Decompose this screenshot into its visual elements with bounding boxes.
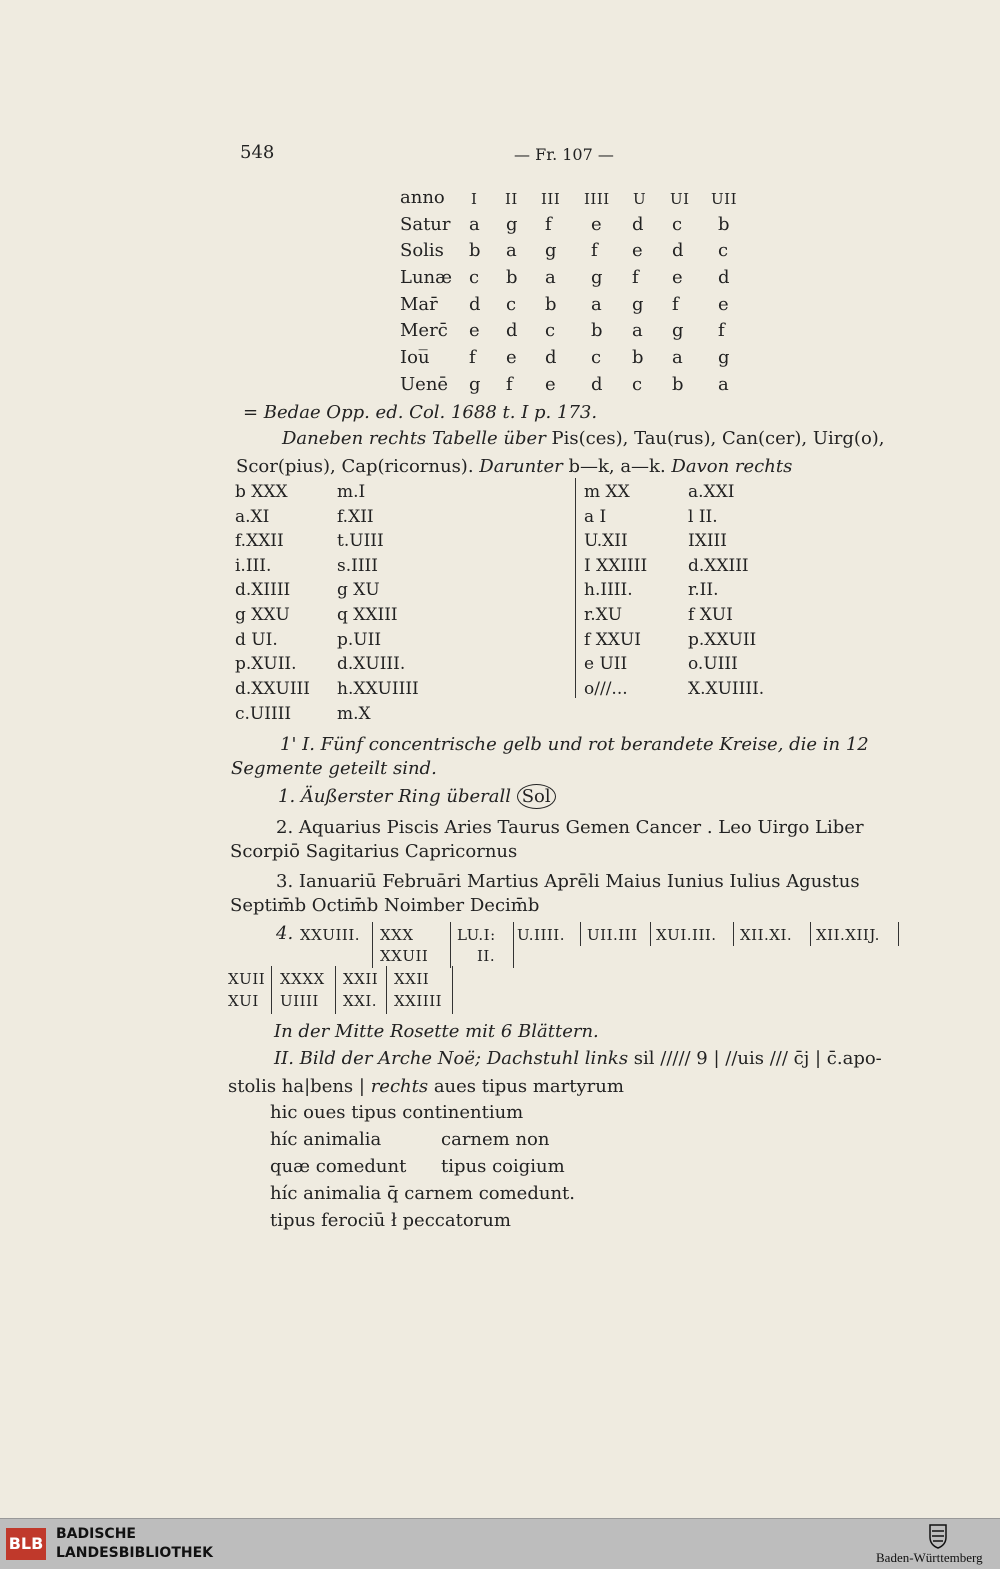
table-cell: e — [506, 347, 517, 368]
blb-logo: BLB — [6, 1528, 46, 1560]
section-2-italic: rechts — [370, 1076, 429, 1097]
table-cell: b — [469, 240, 481, 261]
segment-cell: XII.XI. — [740, 926, 793, 944]
segment-divider — [650, 922, 651, 946]
inscription-line: híc animalia q̄ carnem comedunt. — [270, 1183, 575, 1204]
segment-cell: XXXX — [280, 970, 325, 988]
library-name-line-1: BADISCHE — [56, 1526, 136, 1542]
table-cell: t.UIII — [337, 531, 384, 551]
section-1-line-2: Segmente geteilt sind. — [231, 758, 437, 779]
table-cell: e — [632, 240, 643, 261]
table-cell: e — [591, 214, 602, 235]
sol-circled: Sol — [517, 784, 556, 809]
table-cell: I XXIIII — [584, 556, 648, 576]
segment-divider — [452, 966, 453, 1014]
inscription-line: carnem non — [441, 1129, 550, 1150]
table-cell: f XXUI — [584, 630, 641, 650]
inscription-line: tipus ferociū ł peccatorum — [270, 1210, 511, 1231]
reference-line: = Bedae Opp. ed. Col. 1688 t. I p. 173. — [243, 402, 598, 423]
table-cell: s.IIII — [337, 556, 378, 576]
table-cell: e — [469, 320, 480, 341]
table-cell: f — [506, 374, 513, 395]
table-row-label: Iou̅ — [400, 347, 430, 368]
table-cell: c — [506, 294, 517, 315]
table-cell: b — [506, 267, 518, 288]
table-cell: b — [718, 214, 730, 235]
table-header-label: anno — [400, 187, 445, 208]
table-cell: d UI. — [235, 630, 278, 650]
inscription-line: híc animalia — [270, 1129, 382, 1150]
table-cell: p.UII — [337, 630, 382, 650]
section-1-item-3-line-2: Septim̄b Octim̄b Noimber Decim̄b — [230, 895, 540, 916]
segment-cell: XXX — [380, 926, 414, 944]
description-line-2 — [236, 456, 792, 478]
table-cell: X.XUIIII. — [688, 679, 765, 699]
section-2-text: stolis ha|bens | — [228, 1076, 371, 1097]
table-cell: d.XXUIII — [235, 679, 310, 699]
table-cell: a — [632, 320, 643, 341]
table-cell: b — [545, 294, 557, 315]
table-cell: d.XXIII — [688, 556, 749, 576]
table-cell: a — [718, 374, 729, 395]
section-1-item-2-line-1: 2. Aquarius Piscis Aries Taurus Gemen Cancer . Leo Uirgo Liber — [276, 817, 864, 838]
table-cell: f — [469, 347, 476, 368]
segment-divider — [386, 966, 387, 1014]
table-cell: m.X — [337, 704, 371, 724]
segment-cell: XII.XIIJ. — [816, 926, 880, 944]
table-cell: IXIII — [688, 531, 727, 551]
segment-cell: XXUII — [380, 947, 429, 965]
table-cell: h.XXUIIII — [337, 679, 419, 699]
table-cell: h.IIII. — [584, 580, 633, 600]
table-cell: b — [591, 320, 603, 341]
table-cell: r.XU — [584, 605, 623, 625]
segment-cell: XUI.III. — [656, 926, 717, 944]
segment-cell: UIIII — [280, 992, 319, 1010]
table-header-cell: III — [541, 190, 561, 208]
inscription-line: quæ comedunt — [270, 1156, 407, 1177]
table-cell: o.UIII — [688, 654, 738, 674]
table-row-label: Uenē — [400, 374, 449, 395]
segment-divider — [450, 922, 451, 968]
segment-divider — [335, 966, 336, 1014]
table-cell: f — [545, 214, 552, 235]
table-row-label: Merc̄ — [400, 320, 448, 341]
segment-divider — [580, 922, 581, 946]
table-cell: g — [632, 294, 644, 315]
table-cell: c — [718, 240, 729, 261]
segment-cell: II. — [477, 947, 496, 965]
segment-cell: XXI. — [343, 992, 378, 1010]
table-cell: r.II. — [688, 580, 719, 600]
table-cell: c — [672, 214, 683, 235]
table-header-cell: UI — [670, 190, 690, 208]
table-cell: o///... — [584, 679, 628, 699]
table-cell: b — [672, 374, 684, 395]
table-cell: f — [718, 320, 725, 341]
table-cell: m XX — [584, 482, 630, 502]
table-cell: i.III. — [235, 556, 272, 576]
segment-cell: XXII — [343, 970, 379, 988]
table-cell: g — [672, 320, 684, 341]
section-1-item-2-line-2: Scorpiō Sagitarius Capricornus — [230, 841, 518, 862]
table-cell: q XXIII — [337, 605, 398, 625]
item-4-number: 4. — [276, 923, 294, 944]
table-cell: g XU — [337, 580, 380, 600]
region-name: Baden-Württemberg — [876, 1550, 983, 1565]
table-cell: c — [469, 267, 480, 288]
table-cell: c — [591, 347, 602, 368]
table-cell: e — [718, 294, 729, 315]
table-cell: g — [506, 214, 518, 235]
table-cell: c — [545, 320, 556, 341]
table-header-cell: II — [505, 190, 518, 208]
description-text: b—k, a—k. — [562, 456, 672, 477]
table-cell: a — [469, 214, 480, 235]
segment-cell: U.IIII. — [517, 926, 566, 944]
segment-cell: XUI — [228, 992, 259, 1010]
table-cell: e — [672, 267, 683, 288]
table-cell: g — [591, 267, 603, 288]
table-cell: a — [545, 267, 556, 288]
table-cell: d — [672, 240, 684, 261]
description-italic: Davon rechts — [671, 456, 793, 477]
segment-cell: LU.I: — [457, 926, 496, 944]
table-cell: a — [672, 347, 683, 368]
running-title: — Fr. 107 — — [514, 145, 614, 164]
table-cell: a — [591, 294, 602, 315]
coat-of-arms-icon — [928, 1523, 948, 1549]
table-cell: m.I — [337, 482, 366, 502]
segment-divider — [898, 922, 899, 946]
table-cell: d — [469, 294, 481, 315]
table-row-label: Solis — [400, 240, 444, 261]
section-1-item-3-line-1: 3. Ianuariū Februāri Martius Aprēli Maius Iunius Iulius Agustus — [276, 871, 860, 892]
segment-cell: XXUIII. — [300, 926, 361, 944]
table-cell: f — [591, 240, 598, 261]
segment-cell: XXII — [394, 970, 430, 988]
table-cell: d — [545, 347, 557, 368]
table-cell: f XUI — [688, 605, 733, 625]
description-text: Scor(pius), Cap(ricornus). — [236, 456, 480, 477]
table-row-label: Satur — [400, 214, 451, 235]
table-cell: f — [672, 294, 679, 315]
rosette-note: In der Mitte Rosette mit 6 Blättern. — [274, 1021, 599, 1042]
segment-divider — [733, 922, 734, 946]
table-cell: c — [632, 374, 643, 395]
table-cell: p.XUII. — [235, 654, 297, 674]
section-2-text: sil ///// 9 | //uis /// c̄j | c̄.apo- — [628, 1048, 882, 1069]
table-header-cell: U — [633, 190, 647, 208]
table-cell: d.XIIII — [235, 580, 291, 600]
table-cell: b XXX — [235, 482, 288, 502]
table-row-label: Mar̄ — [400, 294, 438, 315]
table-header-cell: IIII — [584, 190, 610, 208]
table-cell: a — [506, 240, 517, 261]
table-cell: f.XXII — [235, 531, 284, 551]
table-row-label: Lunæ — [400, 267, 453, 288]
table-cell: d — [718, 267, 730, 288]
library-name-line-2: LANDESBIBLIOTHEK — [56, 1545, 214, 1561]
inscription-line: tipus coigium — [441, 1156, 565, 1177]
table-header-cell: I — [471, 190, 478, 208]
segment-cell: XUII — [228, 970, 266, 988]
section-2-text: aues tipus martyrum — [428, 1076, 624, 1097]
inscription-line: hic oues tipus continentium — [270, 1102, 524, 1123]
segment-cell: UII.III — [587, 926, 638, 944]
table-cell: d — [632, 214, 644, 235]
table-cell: l II. — [688, 507, 718, 527]
page-number: 548 — [240, 142, 275, 163]
item-1-text: 1. Äußerster Ring überall — [278, 786, 511, 807]
table-cell: g XXU — [235, 605, 290, 625]
table-cell: U.XII — [584, 531, 628, 551]
table-cell: g — [545, 240, 557, 261]
description-italic: Darunter — [479, 456, 563, 477]
table-cell: a I — [584, 507, 607, 527]
segment-divider — [810, 922, 811, 946]
table-cell: f — [632, 267, 639, 288]
table-cell: p.XXUII — [688, 630, 757, 650]
table-cell: e UII — [584, 654, 628, 674]
description-italic: Daneben rechts Tabelle über — [282, 428, 546, 449]
table-cell: d — [506, 320, 518, 341]
table-cell: b — [632, 347, 644, 368]
section-2-line-2 — [228, 1076, 624, 1098]
library-footer — [0, 1518, 1000, 1569]
library-name — [56, 1525, 213, 1563]
segment-cell: XXIIII — [394, 992, 443, 1010]
description-line-1 — [282, 428, 885, 450]
table-cell: g — [469, 374, 481, 395]
section-1-item-1 — [278, 786, 556, 808]
table-cell: e — [545, 374, 556, 395]
table-cell: c.UIIII — [235, 704, 292, 724]
segment-divider — [271, 966, 272, 1014]
section-1-line-1: 1' I. Fünf concentrische gelb und rot berandete Kreise, die in 12 — [280, 734, 869, 755]
section-2-line-1 — [274, 1048, 882, 1070]
section-2-italic: II. Bild der Arche Noë; Dachstuhl links — [274, 1048, 629, 1069]
description-text: Pis(ces), Tau(rus), Can(cer), Uirg(o), — [545, 428, 885, 449]
table-cell: a.XI — [235, 507, 270, 527]
table-cell: a.XXI — [688, 482, 735, 502]
table-cell: d — [591, 374, 603, 395]
table-cell: d.XUIII. — [337, 654, 406, 674]
table-cell: g — [718, 347, 730, 368]
segment-divider — [372, 922, 373, 968]
segment-divider — [513, 922, 514, 968]
table-cell: f.XII — [337, 507, 374, 527]
table-header-cell: UII — [711, 190, 737, 208]
table-divider — [575, 478, 576, 698]
